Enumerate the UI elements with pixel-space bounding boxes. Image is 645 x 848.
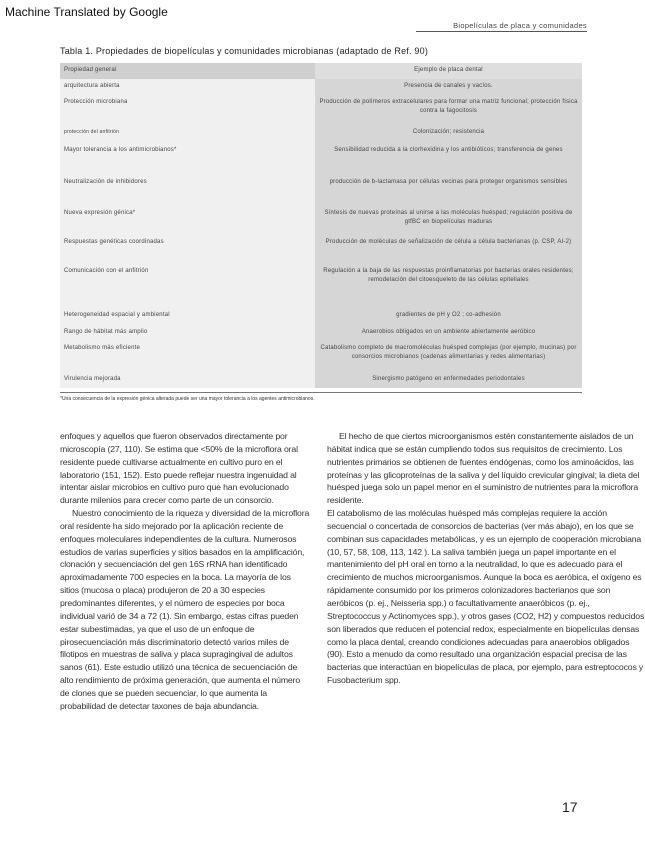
property-cell: Metabolismo más eficiente [60,341,315,372]
table-caption: Tabla 1. Propiedades de biopelículas y comunidades microbianas (adaptado de Ref. 90) [60,46,429,56]
example-cell: Sinergismo patógeno en enfermedades periodontales [315,372,582,388]
machine-translation-banner: Machine Translated by Google [5,5,168,19]
property-cell: arquitectura abierta [60,79,315,95]
example-cell: Producción de polímeros extracelulares para formar una matriz funcional; protección física contra la fagocitosis [315,95,582,125]
property-cell: Rango de hábitat más amplio [60,325,315,341]
table-row [60,341,582,372]
property-cell: Protección microbiana [60,95,315,125]
table-row [60,372,582,388]
example-cell: producción de b-lactamasa por células vecinas para proteger organismos sensibles [315,175,582,206]
example-cell: Regulación a la baja de las respuestas proinflamatorias por bacterias orales residentes; remodelación del citoesqueleto de las células epiteliales [315,264,582,308]
example-cell: Colonización; resistencia [315,125,582,143]
table-row [60,175,582,206]
header-rule [416,31,587,32]
property-cell: Virulencia mejorada [60,372,315,388]
table-row [60,95,582,125]
table-bottom-rule [60,392,582,393]
paragraph: Nuestro conocimiento de la riqueza y diversidad de la microflora oral residente ha sido mejorado por la aplicación reciente de enfoques moleculares independientes de la cultura. Numerosos estudios de varias superficies y sitios basados en la amplificación, clonación y secuenciación del gen 16S rRNA han identificado aproximadamente 700 especies en la boca. La mayoría de los sitios (mucosa o placa) produjeron de 20 a 30 especies predominantes diferentes, y el número de especies por boca individual varió de 34 a 72 (1). Sin embargo, estas cifras pueden estar subestimadas, ya que el uso de un enfoque de pirosecuenciación más discriminatorio detectó varios miles de filotipos en muestras de saliva y placa supragingival de adultos sanos (61). Este estudio utilizó una técnica de secuenciación de alto rendimiento de próxima generación, que aumenta el número de clones que se pueden secuenciar, lo que aumenta la probabilidad de detectar taxones de baja abundancia. [60,508,310,711]
properties-table [60,63,582,388]
table-footnote: *Una consecuencia de la expresión génica alterada puede ser una mayor tolerancia a los agentes antimicrobianos. [60,396,315,402]
example-cell: Catabolismo completo de macromoléculas huésped complejas (por ejemplo, mucinas) por consorcios microbianos (cadenas alimentarias y redes alimentarias) [315,341,582,372]
property-cell: protección del anfitrión [60,125,315,143]
table-row [60,308,582,325]
header-example-cell: Ejemplo de placa dental [315,63,582,79]
property-cell: Mayor tolerancia a los antimicrobianos* [60,143,315,175]
paragraph: El hecho de que ciertos microorganismos estén constantemente aislados de un hábitat indica que se están cumpliendo todos sus requisitos de crecimiento. Los nutrientes primarios se obtienen de fuentes endógenas, como los aminoácidos, las proteínas y las glicoproteínas de la saliva y del líquido crevicular gingival; la dieta del huésped juega solo un papel menor en el suministro de nutrientes para la microflora residente. [327,431,640,506]
header-property-cell: Propiedad general [60,63,315,79]
paragraph: El catabolismo de las moléculas huésped más complejas requiere la acción secuencial o concertada de consorcios de bacterias (ver más abajo), en los que se combinan sus capacidades metabólicas, y es un ejemplo de cooperación microbiana (10, 57, 58, 108, 113, 142 ). La saliva también juega un papel importante en el mantenimiento del pH oral en torno a la neutralidad, lo que es adecuado para el crecimiento de muchos microorganismos. Aunque la boca es aeróbica, el oxígeno es rápidamente consumido por los primeros colonizadores bacterianos que son aeróbicos (p. ej., Neisseria spp.) o facultativamente anaeróbicos (p. ej., Streptococcus y Actinomyces spp.), y otros gases (CO2, H2) y compuestos reducidos son liberados que reducen el potencial redox, especialmente en biopelículas densas como la placa dental, creando condiciones adecuadas para anaerobios obligados (90). Esto a menudo da como resultado una organización espacial precisa de las bacterias que interactúan en biopelículas de placa, por ejemplo, para estreptococos y Fusobacterium spp. [327,508,645,686]
example-cell: Anaerobios obligados en un ambiente abiertamente aeróbico [315,325,582,341]
page-number: 17 [562,799,578,815]
table-row [60,206,582,235]
property-cell: Neutralización de inhibidores [60,175,315,206]
example-cell: gradientes de pH y O2 ; co-adhesión [315,308,582,325]
example-cell: Síntesis de nuevas proteínas al unirse a las moléculas huésped; regulación positiva de gtfBC en biopelículas maduras [315,206,582,235]
example-cell: Producción de moléculas de señalización de célula a célula bacterianas (p. CSP, AI-2) [315,235,582,264]
body-column-left [60,430,310,713]
table-row [60,125,582,143]
example-cell: Presencia de canales y vacíos. [315,79,582,95]
table-row [60,79,582,95]
paragraph: enfoques y aquellos que fueron observados directamente por microscopía (27, 110). Se estima que <50% de la microflora oral residente puede cultivarse actualmente en cultivo puro en el laboratorio (151, 152). Esto puede reflejar nuestra ingenuidad al intentar aislar microbios en cultivo puro que han evolucionado durante milenios para crecer como parte de un consorcio. [60,431,298,506]
running-head: Biopelículas de placa y comunidades [453,21,587,30]
property-cell: Heterogeneidad espacial y ambiental [60,308,315,325]
table-row [60,235,582,264]
table-row [60,325,582,341]
property-cell: Comunicación con el anfitrión [60,264,315,308]
example-cell: Sensibilidad reducida a la clorhexidina y los antibióticos; transferencia de genes [315,143,582,175]
property-cell: Respuestas genéticas coordinadas [60,235,315,264]
table-header-row [60,63,582,79]
table-row [60,143,582,175]
body-column-right [327,430,645,687]
property-cell: Nueva expresión génica* [60,206,315,235]
table-row [60,264,582,308]
